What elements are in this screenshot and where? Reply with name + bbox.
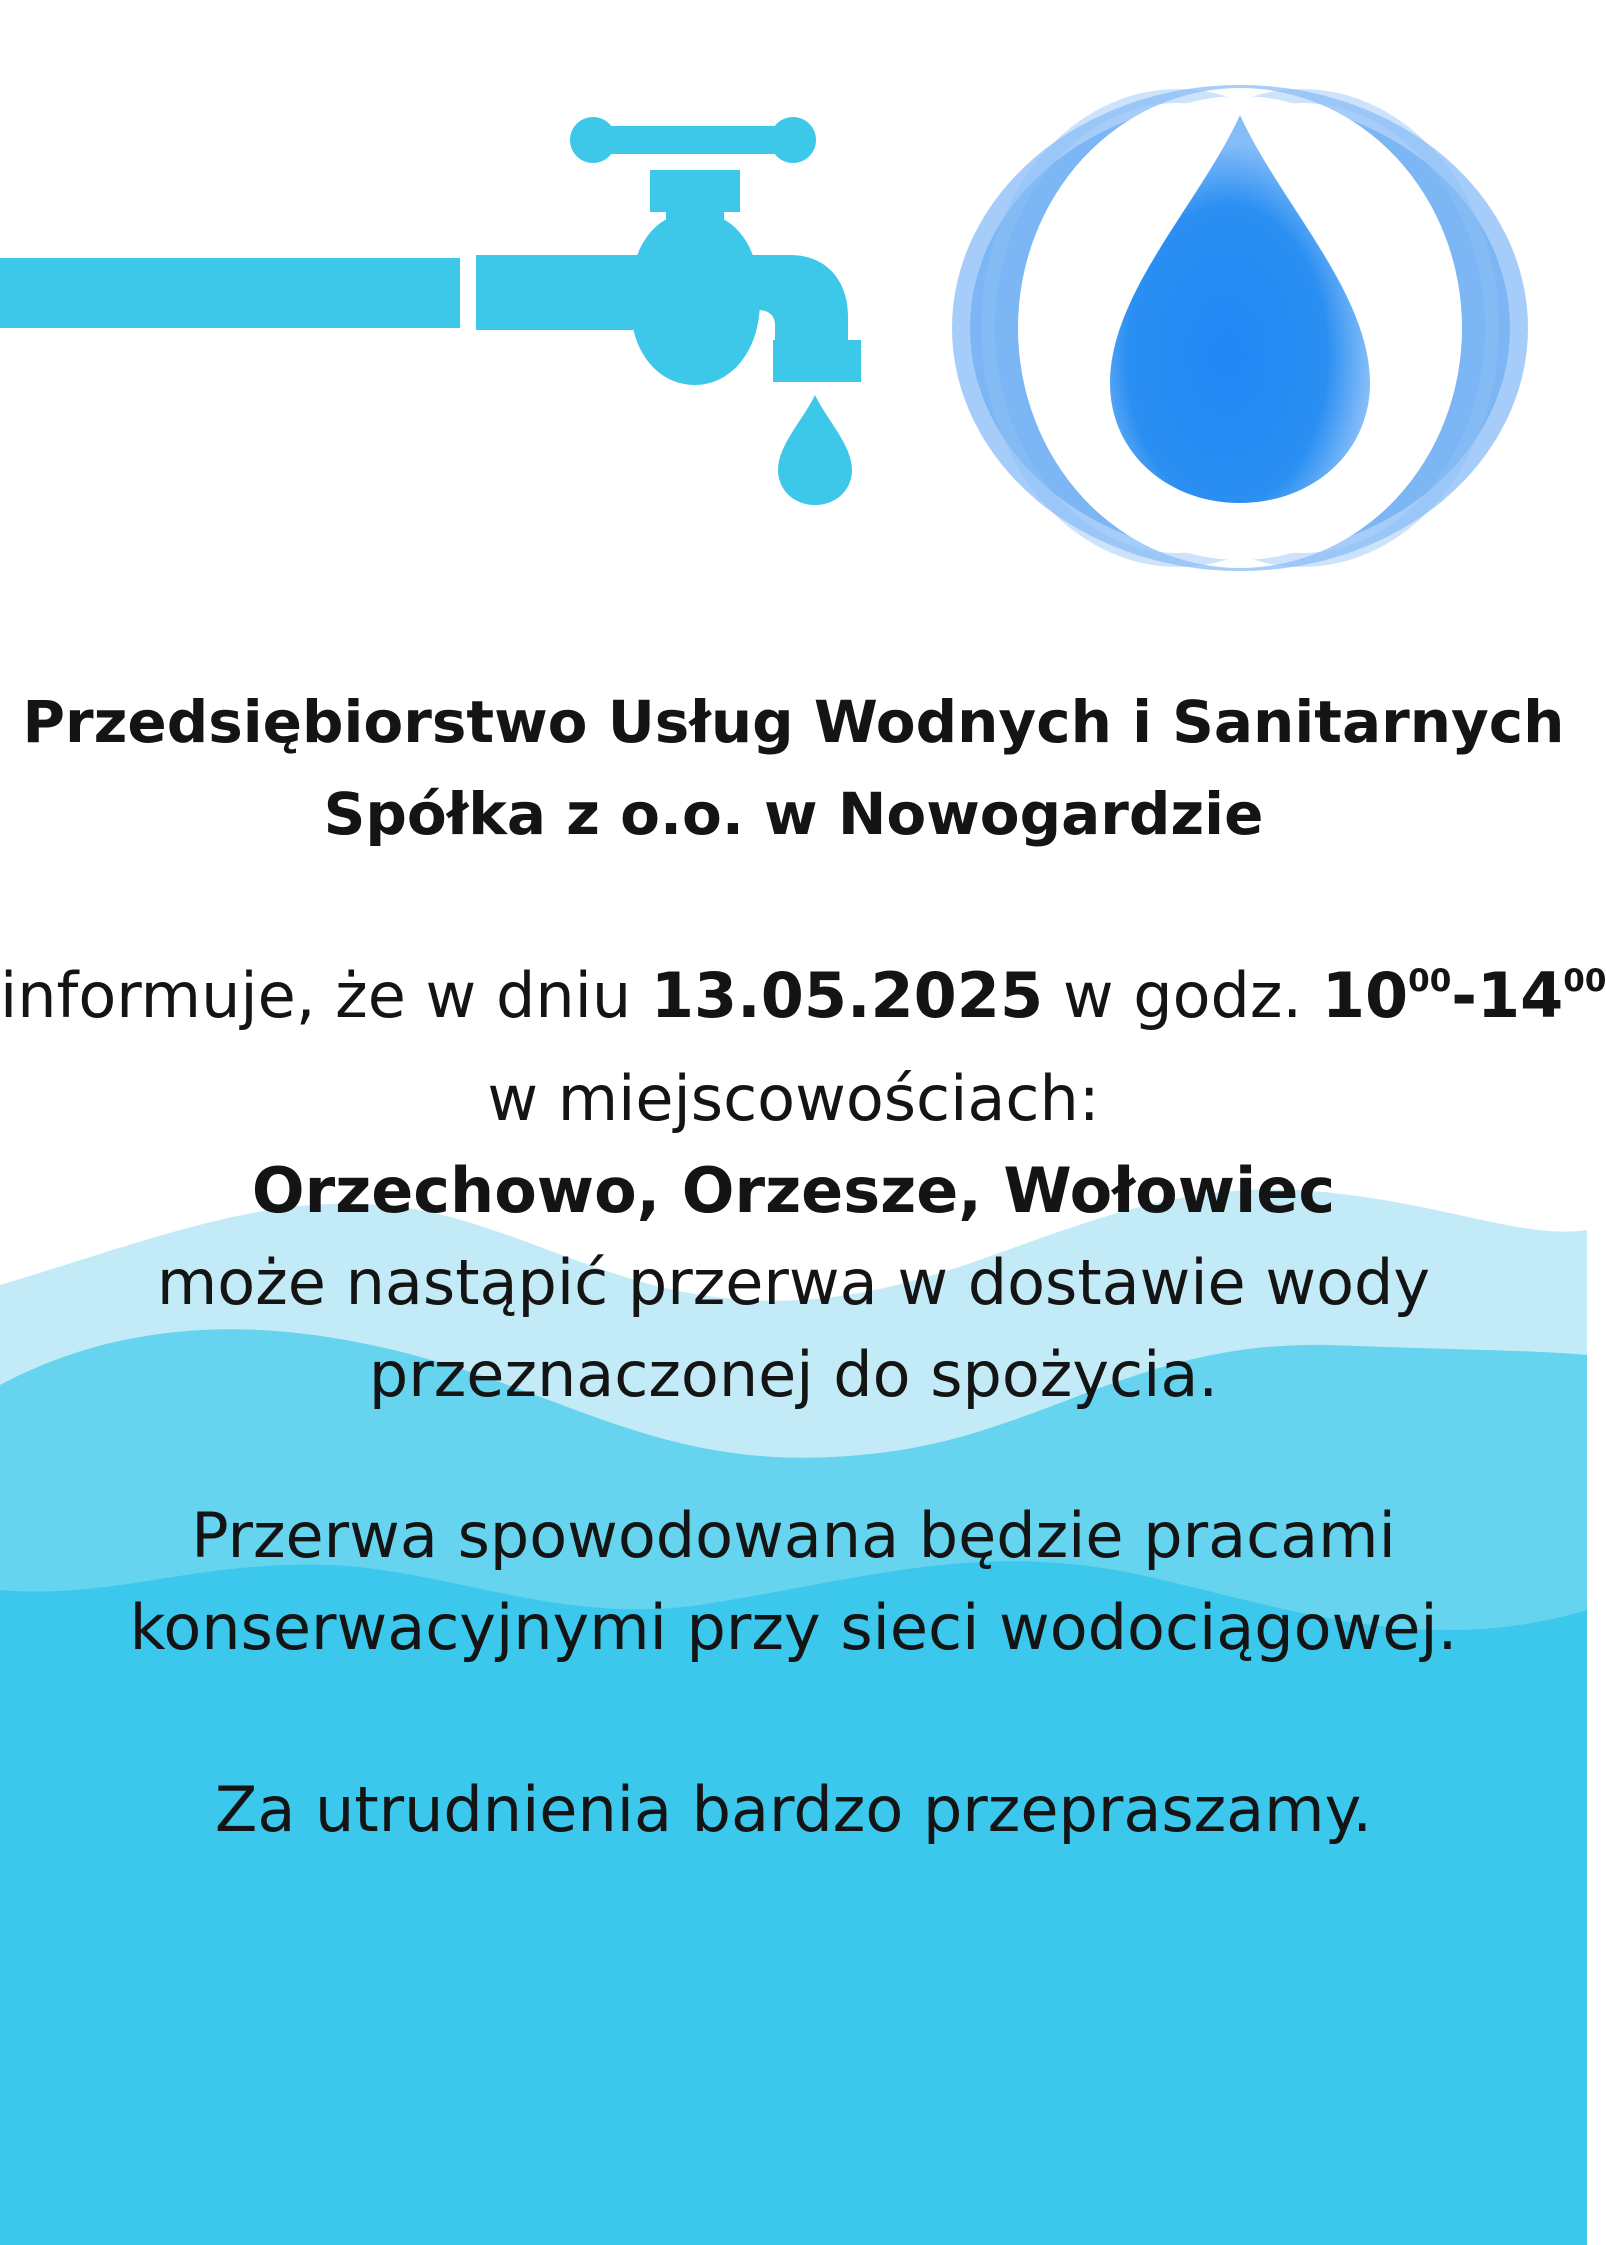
apology-text: Za utrudnienia bardzo przepraszamy.	[214, 1773, 1373, 1846]
water-tap-icon	[0, 100, 870, 520]
message-line2: przeznaczonej do spożycia.	[368, 1338, 1219, 1411]
outage-reason	[0, 1490, 1587, 1674]
company-name-line2: Spółka z o.o. w Nowogardzie	[323, 780, 1264, 848]
reason-line2: konserwacyjnymi przy sieci wodociągowej.	[129, 1591, 1458, 1664]
location-intro: w miejscowościach:	[487, 1062, 1100, 1135]
company-name	[0, 676, 1587, 860]
company-name-line1: Przedsiębiorstwo Usług Wodnych i Sanitarnych	[22, 688, 1565, 756]
water-drop-logo-icon	[950, 83, 1530, 573]
notice-date-line	[0, 950, 1606, 1053]
notice-intro: informuje, że w dniu	[0, 959, 632, 1032]
outage-date: 13.05.2025	[650, 959, 1044, 1032]
reason-line1: Przerwa spowodowana będzie pracami	[191, 1499, 1396, 1572]
message-line1: może nastąpić przerwa w dostawie wody	[156, 1246, 1431, 1319]
time-prefix: w godz.	[1062, 959, 1303, 1032]
outage-time: $10^{00}-14^{00}$	[1321, 959, 1606, 1032]
locations-list: Orzechowo, Orzesze, Wołowiec	[251, 1154, 1336, 1227]
outage-notice	[0, 950, 1606, 1421]
